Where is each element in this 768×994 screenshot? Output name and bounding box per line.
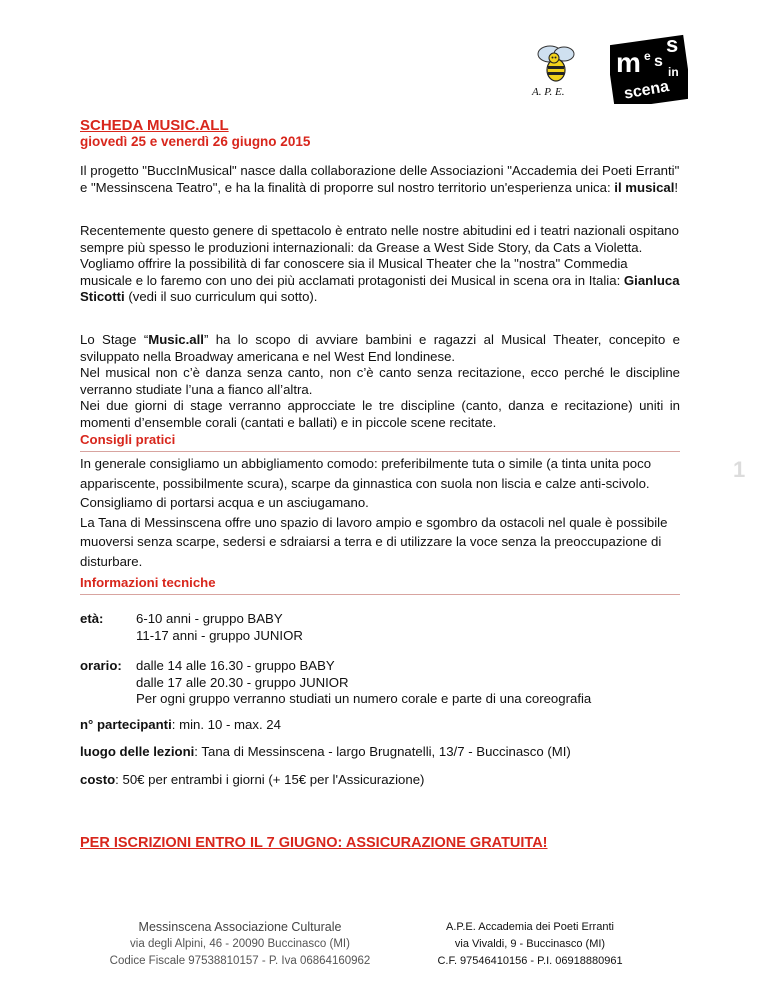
eta-junior: 11-17 anni - gruppo JUNIOR bbox=[136, 627, 303, 643]
svg-text:in: in bbox=[668, 65, 679, 79]
consigli-heading: Consigli pratici bbox=[80, 432, 680, 452]
footer-messinscena bbox=[100, 919, 380, 970]
genre-paragraph bbox=[80, 223, 680, 306]
ape-logo-caption: A. P. E. bbox=[532, 86, 565, 98]
partecipanti-value: : min. 10 - max. 24 bbox=[171, 717, 281, 732]
eta-baby: 6-10 anni - gruppo BABY bbox=[136, 611, 283, 626]
intro-text: Il progetto "BuccInMusical" nasce dalla collaborazione delle Associazioni "Accademia dei Poeti Erranti" e "Messinscena Teatro", e ha la finalità di proporre sul nostro territorio un'esperienza unica: bbox=[80, 163, 680, 195]
info-costo bbox=[80, 772, 700, 789]
event-dates: giovedì 25 e venerdì 26 giugno 2015 bbox=[80, 134, 311, 149]
footer-ape bbox=[400, 919, 660, 970]
footer-ape-address: via Vivaldi, 9 - Buccinasco (MI) bbox=[454, 938, 606, 950]
info-luogo bbox=[80, 744, 700, 761]
svg-text:s: s bbox=[654, 53, 663, 70]
consigli-text-1: In generale consigliamo un abbigliamento comodo: preferibilmente tuta o simile (a tinta unita poco appariscente, possibilmente scura), scarpe da ginnastica con suola non liscia e calze anti-scivolo. Consigliamo di portarsi acqua e un asciugamano. bbox=[80, 456, 652, 510]
page-number: 1 bbox=[733, 457, 746, 482]
costo-label: costo bbox=[80, 772, 116, 787]
orario-label: orario: bbox=[80, 658, 122, 673]
eta-values bbox=[136, 611, 303, 644]
stage-text-2: Nel musical non c’è danza senza canto, non c’è canto senza recitazione, ecco perché le discipline verranno studiate l’una a fianco all’altra. bbox=[80, 365, 680, 397]
stage-paragraph bbox=[80, 332, 680, 431]
orario-values bbox=[136, 658, 591, 708]
messinscena-logo bbox=[610, 32, 688, 104]
luogo-value: : Tana di Messinscena - largo Brugnatelli, 13/7 - Buccinasco (MI) bbox=[194, 744, 571, 759]
footer-messinscena-codes: Codice Fiscale 97538810157 - P. Iva 06864160962 bbox=[109, 955, 371, 967]
consigli-paragraph bbox=[80, 454, 680, 571]
partecipanti-label: n° partecipanti bbox=[80, 717, 172, 732]
svg-text:s: s bbox=[666, 32, 679, 57]
intro-end: ! bbox=[674, 179, 679, 195]
orario-junior: dalle 17 alle 20.30 - gruppo JUNIOR bbox=[136, 674, 349, 690]
eta-label: età: bbox=[80, 611, 104, 626]
svg-text:e: e bbox=[644, 49, 651, 63]
page-title: SCHEDA MUSIC.ALL bbox=[80, 117, 229, 134]
footer-ape-name: A.P.E. Accademia dei Poeti Erranti bbox=[446, 921, 614, 933]
footer-messinscena-address: via degli Alpini, 46 - 20090 Buccinasco (MI) bbox=[130, 938, 350, 950]
offer-end: (vedi il suo curriculum qui sotto). bbox=[124, 289, 318, 304]
messinscena-logo-mark bbox=[610, 32, 688, 104]
footer-ape-codes: C.F. 97546410156 - P.I. 06918880961 bbox=[437, 955, 623, 967]
stage-name: Music.all bbox=[148, 332, 204, 347]
luogo-label: luogo delle lezioni bbox=[80, 744, 195, 759]
costo-value: : 50€ per entrambi i giorni (+ 15€ per l'Assicurazione) bbox=[115, 772, 425, 787]
stage-text-3: Nei due giorni di stage verranno approcciate le tre discipline (canto, danza e recitazione) uniti in momenti d’ensemble corali (cantati e ballati) e in piccole scene recitate. bbox=[80, 398, 680, 430]
orario-note: Per ogni gruppo verranno studiati un numero corale e parte di una coreografia bbox=[136, 691, 592, 706]
teacher-name: Gianluca Sticotti bbox=[80, 272, 680, 304]
genre-text: Recentemente questo genere di spettacolo è entrato nelle nostre abitudini ed i teatri nazionali ospitano sempre più spesso le produzioni internazionali: da Grease a West Side Story, da Cats a Violetta. bbox=[80, 223, 679, 255]
stage-text-start: Lo Stage “ bbox=[80, 332, 149, 347]
stage-text-end: ” ha lo scopo di avviare bambini e ragazzi al Musical Theater, concepito e sviluppato nella Broadway americana e nel West End londinese. bbox=[80, 332, 680, 364]
promo-banner: PER ISCRIZIONI ENTRO IL 7 GIUGNO: ASSICURAZIONE GRATUITA! bbox=[80, 835, 548, 851]
info-partecipanti bbox=[80, 717, 700, 734]
offer-text: Vogliamo offrire la possibilità di far conoscere sia il Musical Theater che la "nostra" Commedia musicale e lo faremo con uno dei più acclamati protagonisti dei Musical in scena ora in Italia: bbox=[80, 256, 628, 288]
footer-messinscena-name: Messinscena Associazione Culturale bbox=[138, 920, 342, 934]
orario-baby: dalle 14 alle 16.30 - gruppo BABY bbox=[136, 658, 335, 673]
consigli-text-2: La Tana di Messinscena offre uno spazio di lavoro ampio e sgombro da ostacoli nel quale è possibile muoversi senza scarpe, sedersi e sdraiarsi a terra e di utilizzare la voce senza la preoccupazione di disturbare. bbox=[80, 514, 668, 569]
svg-text:scena: scena bbox=[622, 78, 671, 103]
ape-logo bbox=[520, 36, 590, 98]
intro-paragraph bbox=[80, 163, 680, 196]
info-heading: Informazioni tecniche bbox=[80, 575, 680, 595]
intro-highlight: il musical bbox=[614, 179, 675, 195]
svg-text:m: m bbox=[616, 47, 641, 78]
